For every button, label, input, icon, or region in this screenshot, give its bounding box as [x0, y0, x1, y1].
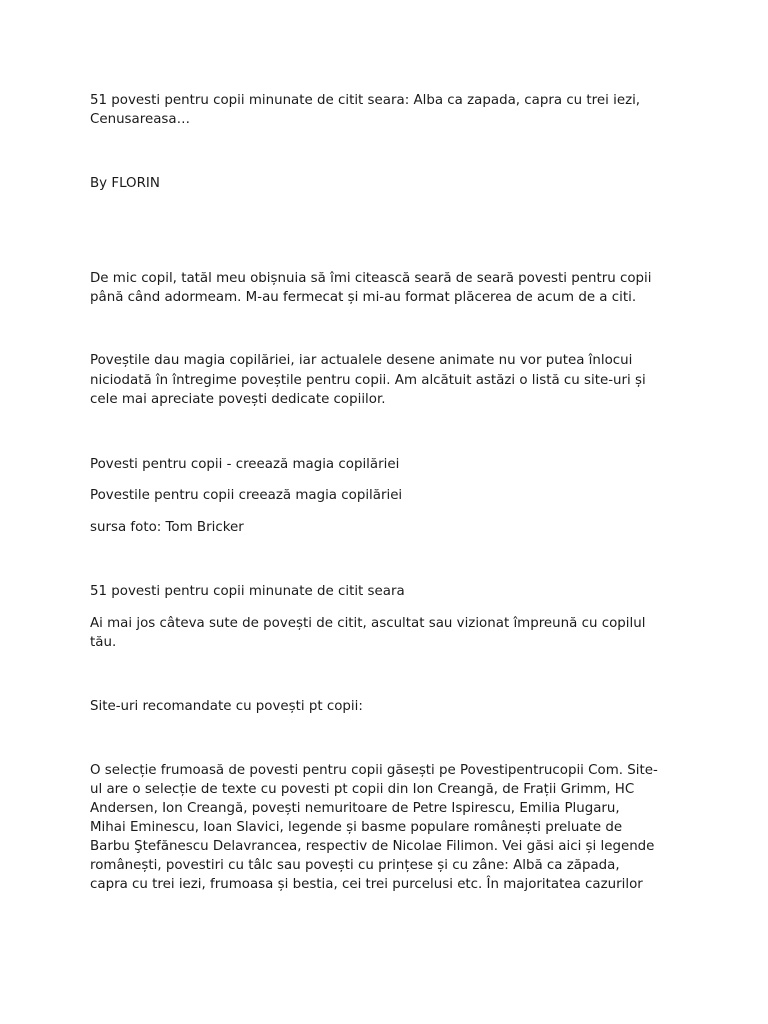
section-intro-line-1: Ai mai jos câteva sute de povești de citit, ascultat sau vizionat împreună cu copilul: [90, 616, 646, 631]
selection-paragraph-line-6: românești, povestiri cu tâlc sau povești cu prințese și cu zâne: Albă ca zăpada,: [90, 858, 620, 873]
magic-paragraph-line-2: niciodată în întregime poveștile pentru copii. Am alcătuit astăzi o listă cu site-uri și: [90, 373, 646, 388]
magic-paragraph-line-3: cele mai apreciate povești dedicate copiilor.: [90, 392, 386, 407]
selection-paragraph-line-4: Mihai Eminescu, Ioan Slavici, legende și basme populare românești preluate de: [90, 820, 623, 835]
document-title-line-1: 51 povesti pentru copii minunate de citit seara: Alba ca zapada, capra cu trei iezi,: [90, 93, 641, 108]
image-alt-text: Povesti pentru copii - creează magia copilăriei: [90, 457, 400, 472]
selection-paragraph-line-5: Barbu Ştefănescu Delavrancea, respectiv de Nicolae Filimon. Vei găsi aici și legende: [90, 839, 655, 854]
image-caption: Povestile pentru copii creează magia copilăriei: [90, 488, 403, 503]
selection-paragraph-line-1: O selecție frumoasă de povesti pentru copii găsești pe Povestipentrucopii Com. Site-: [90, 763, 658, 778]
intro-paragraph-line-2: până când adormeam. M-au fermecat și mi-au format plăcerea de acum de a citi.: [90, 290, 637, 305]
recommended-heading: Site-uri recomandate cu povești pt copii:: [90, 699, 363, 714]
section-intro-line-2: tău.: [90, 635, 117, 650]
intro-paragraph-line-1: De mic copil, tatăl meu obișnuia să îmi citească seară de seară povesti pentru copii: [90, 271, 652, 286]
selection-paragraph-line-3: Andersen, Ion Creangă, povești nemuritoare de Petre Ispirescu, Emilia Plugaru,: [90, 801, 620, 816]
document-title-line-2: Cenusareasa…: [90, 112, 190, 127]
photo-source: sursa foto: Tom Bricker: [90, 520, 244, 535]
magic-paragraph-line-1: Poveștile dau magia copilăriei, iar actualele desene animate nu vor putea înlocui: [90, 353, 633, 368]
selection-paragraph-line-2: ul are o selecție de texte cu povesti pt copii din Ion Creangă, de Frații Grimm, HC: [90, 782, 635, 797]
selection-paragraph-line-7: capra cu trei iezi, frumoasa și bestia, cei trei purcelusi etc. În majoritatea cazurilor: [90, 877, 643, 892]
byline: By FLORIN: [90, 176, 160, 191]
section-heading: 51 povesti pentru copii minunate de citit seara: [90, 584, 405, 599]
